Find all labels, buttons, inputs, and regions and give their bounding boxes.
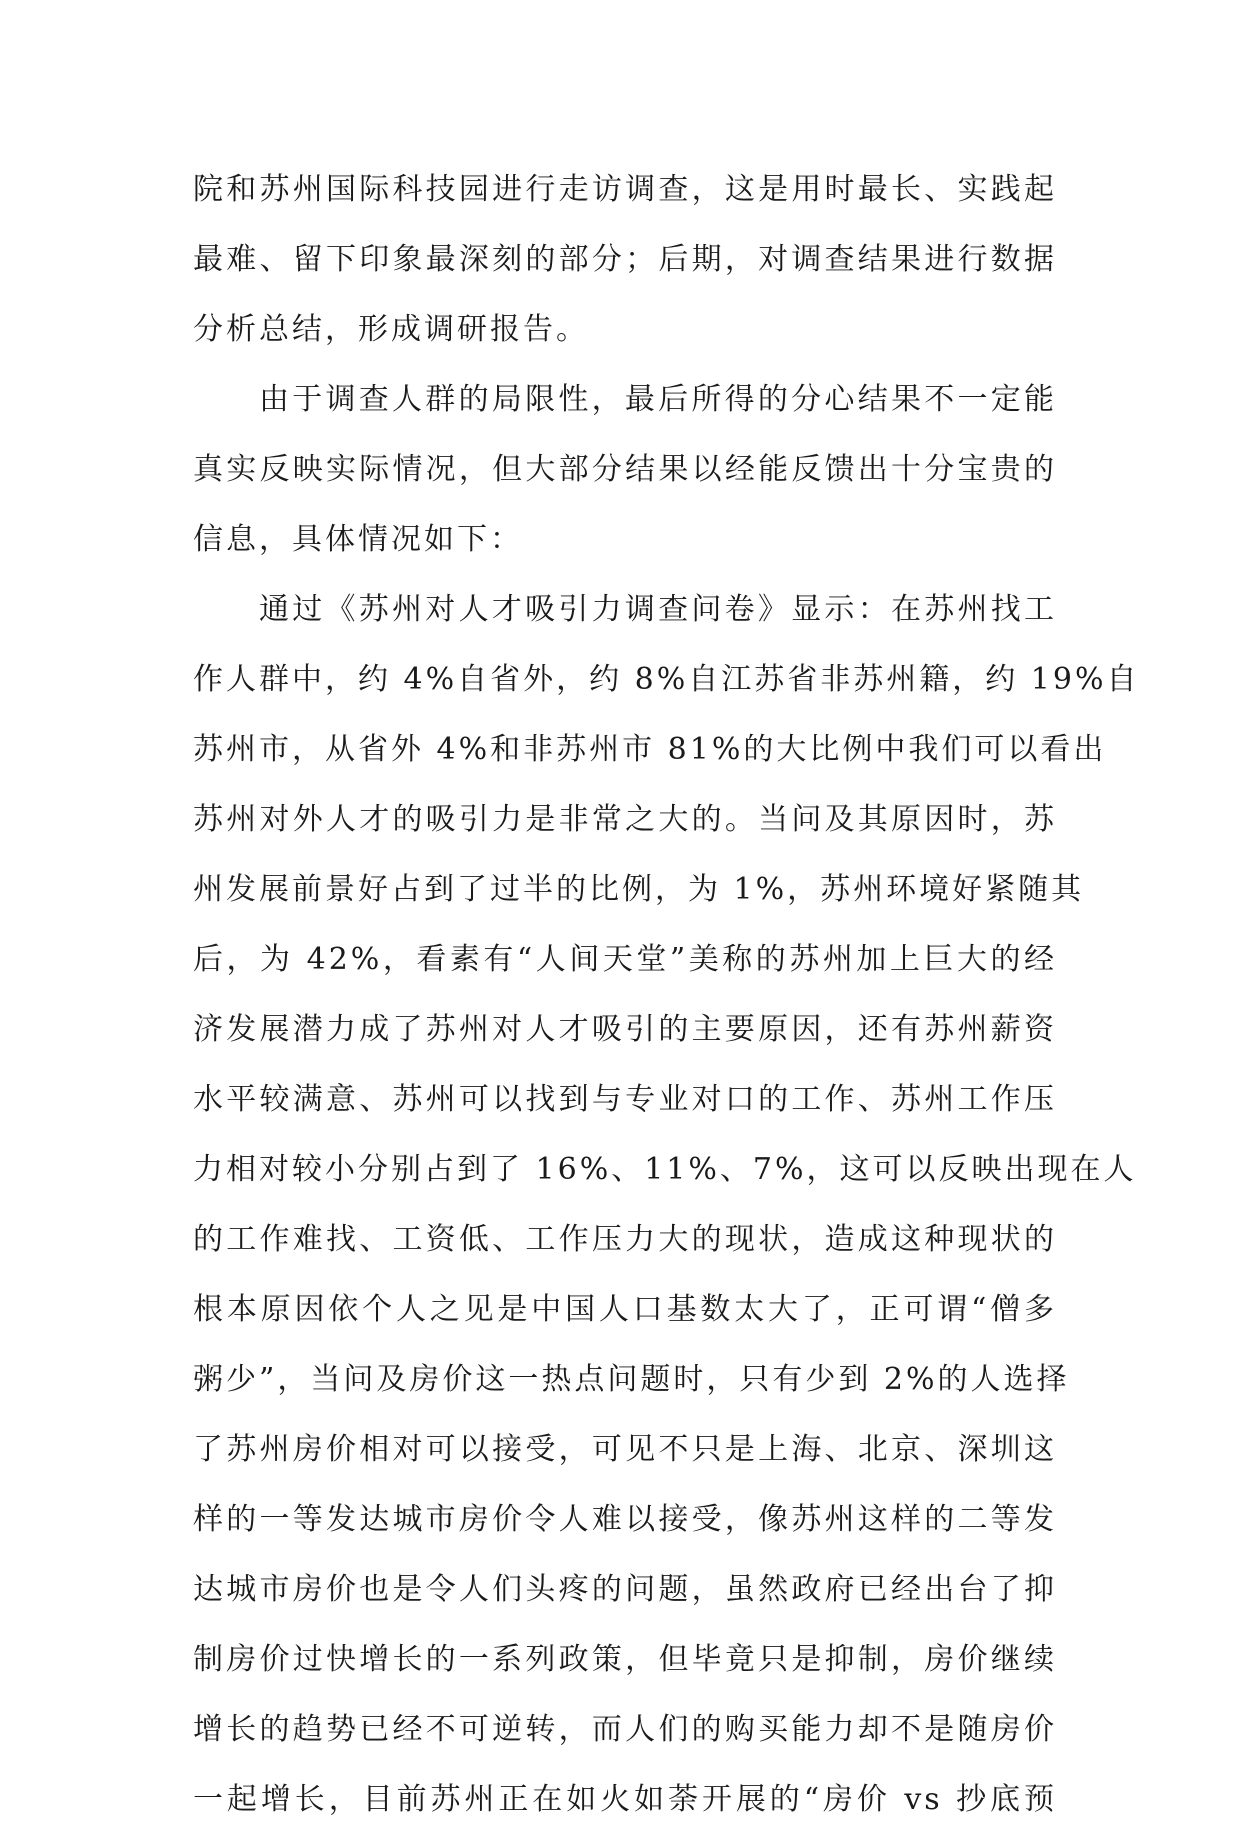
text-line: 信息，具体情况如下： [193, 522, 523, 557]
text-line: 真实反映实际情况，但大部分结果以经能反馈出十分宝贵的 [193, 452, 1057, 487]
text-line: 苏州市，从省外 4%和非苏州市 81%的大比例中我们可以看出 [193, 732, 1107, 767]
text-line: 了苏州房价相对可以接受，可见不只是上海、北京、深圳这 [193, 1432, 1057, 1467]
text-line: 的工作难找、工资低、工作压力大的现状，造成这种现状的 [193, 1222, 1057, 1257]
text-line: 达城市房价也是令人们头疼的问题，虽然政府已经出台了抑 [193, 1572, 1057, 1607]
text-line: 由于调查人群的局限性，最后所得的分心结果不一定能 [259, 382, 1057, 417]
text-line: 通过《苏州对人才吸引力调查问卷》显示：在苏州找工 [259, 592, 1057, 627]
text-line: 作人群中，约 4%自省外，约 8%自江苏省非苏州籍，约 19%自 [193, 662, 1140, 697]
text-line: 苏州对外人才的吸引力是非常之大的。当问及其原因时，苏 [193, 802, 1057, 837]
text-line: 分析总结，形成调研报告。 [193, 312, 589, 347]
text-line: 一起增长，目前苏州正在如火如荼开展的“房价 vs 抄底预 [193, 1782, 1057, 1817]
text-line: 根本原因依个人之见是中国人口基数太大了，正可谓“僧多 [193, 1292, 1057, 1327]
text-line: 增长的趋势已经不可逆转，而人们的购买能力却不是随房价 [193, 1712, 1057, 1747]
body-text [193, 155, 1140, 1835]
text-line: 制房价过快增长的一系列政策，但毕竟只是抑制，房价继续 [193, 1642, 1057, 1677]
text-line: 后，为 42%，看素有“人间天堂”美称的苏州加上巨大的经 [193, 942, 1057, 977]
text-line: 样的一等发达城市房价令人难以接受，像苏州这样的二等发 [193, 1502, 1057, 1537]
text-line: 水平较满意、苏州可以找到与专业对口的工作、苏州工作压 [193, 1082, 1057, 1117]
text-line: 济发展潜力成了苏州对人才吸引的主要原因，还有苏州薪资 [193, 1012, 1057, 1047]
text-line: 州发展前景好占到了过半的比例，为 1%，苏州环境好紧随其 [193, 872, 1085, 907]
text-line: 粥少”，当问及房价这一热点问题时，只有少到 2%的人选择 [193, 1362, 1070, 1397]
text-line: 院和苏州国际科技园进行走访调查，这是用时最长、实践起 [193, 172, 1057, 207]
text-line: 最难、留下印象最深刻的部分；后期，对调查结果进行数据 [193, 242, 1057, 277]
text-line: 力相对较小分别占到了 16%、11%、7%，这可以反映出现在人 [193, 1152, 1137, 1187]
